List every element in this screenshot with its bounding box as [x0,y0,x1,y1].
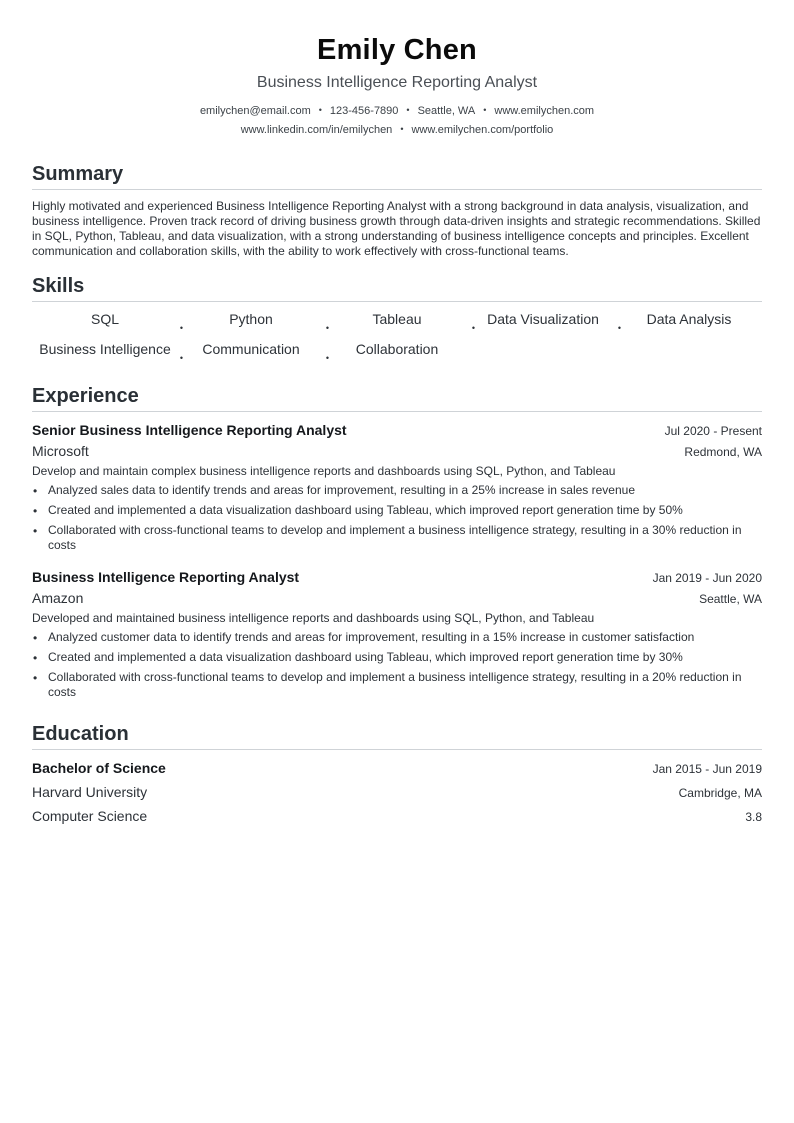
skill-item [32,311,183,341]
gpa-value: 3.8 [745,810,762,824]
contact-line-2 [32,120,762,139]
email-link[interactable]: emilychen@email.com [199,105,311,117]
summary-heading: Summary [32,162,762,190]
achievement-item [32,650,762,665]
job-title: Senior Business Intelligence Reporting Analyst [32,422,347,438]
bullet-icon: • [33,651,38,665]
contact-separator: • [400,124,404,134]
job-location: Redmond, WA [684,445,762,459]
job-location: Seattle, WA [699,592,762,606]
website-link[interactable]: www.emilychen.com [494,105,595,117]
achievement-text: Analyzed customer data to identify trends and areas for improvement, resulting in a 15% increase in customer satisfaction [48,630,695,644]
skill-separator: • [179,323,183,334]
contact-line-1 [32,101,762,120]
linkedin-link[interactable]: www.linkedin.com/in/emilychen [240,124,393,136]
summary-text: Highly motivated and experienced Business Intelligence Reporting Analyst with a strong background in data analysis, visualization, and business intelligence. Proven track record of driving business growth through data-driven insights and strategic recommendations. Skilled in SQL, Python, Tableau, and data visualization, with a strong understanding of business intelligence concepts and principles. Excellent communication and collaboration skills, with the ability to work effectively with cross-functional teams. [32,199,761,258]
skill-label: Communication [202,341,300,357]
job-title: Business Intelligence Reporting Analyst [32,569,300,585]
skill-label: Data Analysis [646,311,732,327]
job-description: Developed and maintained business intelligence reports and dashboards using SQL, Python, and Tableau [32,611,595,625]
contact-separator: • [406,105,410,115]
school-location: Cambridge, MA [678,786,762,800]
skill-separator: • [179,353,183,364]
bullet-icon: • [33,484,38,498]
job-achievements [32,630,762,700]
job-entry [32,421,762,553]
school-name: Harvard University [32,784,148,800]
candidate-title: Business Intelligence Reporting Analyst [256,74,538,91]
company-name: Amazon [32,590,84,606]
skills-heading: Skills [32,274,762,302]
bullet-icon: • [33,524,38,538]
bullet-icon: • [33,631,38,645]
achievement-text: Created and implemented a data visualization dashboard using Tableau, which improved report generation time by 30% [48,650,683,664]
achievement-item [32,523,762,553]
skill-label: Data Visualization [487,311,599,327]
location-text: Seattle, WA [417,105,476,117]
contact-separator: • [318,105,322,115]
skill-label: Python [229,311,273,327]
contact-separator: • [483,105,487,115]
job-achievements [32,483,762,553]
skill-label: SQL [90,311,119,327]
achievement-item [32,630,762,645]
skill-item [470,311,621,341]
experience-section [32,384,762,700]
bullet-icon: • [33,504,38,518]
skill-label: Collaboration [355,341,439,357]
job-dates: Jan 2019 - Jun 2020 [652,571,762,585]
skill-separator: • [325,353,329,364]
skills-list [32,311,762,371]
company-name: Microsoft [32,443,89,459]
skill-item [324,341,470,371]
skill-item [178,311,329,341]
achievement-text: Analyzed sales data to identify trends and areas for improvement, resulting in a 25% increase in sales revenue [48,483,635,497]
experience-heading: Experience [32,384,762,412]
skills-section [32,274,762,371]
degree-name: Bachelor of Science [32,760,166,776]
achievement-item [32,503,762,518]
summary-section [32,162,762,259]
job-dates: Jul 2020 - Present [664,424,762,438]
resume-header [32,0,762,139]
field-of-study: Computer Science [32,808,148,824]
education-entry [32,759,762,825]
phone-text: 123-456-7890 [329,105,399,117]
skill-item [178,341,329,371]
education-heading: Education [32,722,762,750]
skill-separator: • [325,323,329,334]
achievement-text: Collaborated with cross-functional teams to develop and implement a business intelligence strategy, resulting in a 20% reduction in costs [48,670,742,699]
achievement-text: Created and implemented a data visualization dashboard using Tableau, which improved report generation time by 50% [48,503,683,517]
portfolio-link[interactable]: www.emilychen.com/portfolio [411,124,554,136]
job-description: Develop and maintain complex business intelligence reports and dashboards using SQL, Python, and Tableau [32,464,616,478]
skill-separator: • [617,323,621,334]
candidate-name: Emily Chen [317,34,477,66]
skill-item [32,341,183,371]
achievement-text: Collaborated with cross-functional teams to develop and implement a business intelligence strategy, resulting in a 30% reduction in costs [48,523,742,552]
skill-item [324,311,475,341]
education-dates: Jan 2015 - Jun 2019 [652,762,762,776]
skill-label: Tableau [372,311,422,327]
achievement-item [32,483,762,498]
achievement-item [32,670,762,700]
education-section [32,722,762,825]
bullet-icon: • [33,671,38,685]
skill-separator: • [471,323,475,334]
skill-item [616,311,762,341]
job-entry [32,568,762,700]
skill-label: Business Intelligence [39,341,171,357]
